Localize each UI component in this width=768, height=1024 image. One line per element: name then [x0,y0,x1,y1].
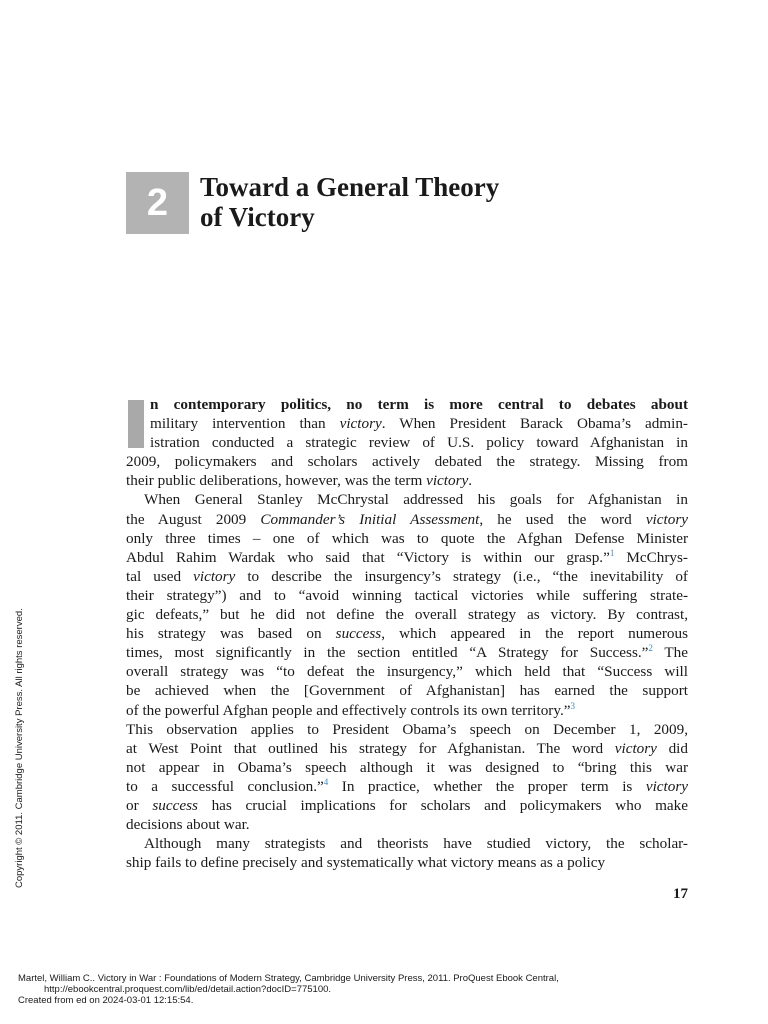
body-line [126,510,688,529]
body-line [126,452,688,471]
text-run: Abdul Rahim Wardak who said that “Victory is within our grasp.” [126,548,610,566]
body-line [126,739,688,758]
body-line [126,433,688,452]
text-run: decisions about war. [126,816,250,834]
body-line [126,605,688,624]
chapter-body-text [126,395,688,872]
chapter-number-box [126,172,189,234]
text-run: to a successful conclusion.” [126,777,324,795]
body-line [126,796,688,815]
body-line [126,471,688,490]
text-run: his strategy was based on [126,625,336,643]
text-run: did [656,739,688,757]
text-run: istration conducted a strategic review of U.S. policy toward Afghanistan in [150,434,688,452]
text-run: When General Stanley McChrystal addressed his goals for Afghanistan in [144,491,688,509]
body-line [126,624,688,643]
italic-term: victory [645,777,688,795]
body-line [126,586,688,605]
body-line [126,395,688,414]
text-run: McChrys- [614,548,688,566]
text-run: has crucial implications for scholars and policymakers who make [197,796,688,814]
text-run: military intervention than [150,415,340,433]
citation-line-1: Martel, William C.. Victory in War : Foundations of Modern Strategy, Cambridge University Press, 2011. ProQuest Ebook Central, [18,973,559,984]
text-run: gic defeats,” but he did not define the overall strategy as victory. By contrast, [126,606,688,624]
body-line [126,834,688,853]
chapter-title-line-2: of Victory [200,202,315,232]
lead-in-text: n contemporary politics, no term is more central to debates about [150,396,688,413]
italic-term: victory [614,739,657,757]
text-run: at West Point that outlined his strategy for Afghanistan. The word [126,739,615,757]
citation-link[interactable]: http://ebookcentral.proquest.com/lib/ed/detail.action?docID=775100. [44,984,332,995]
body-line [126,853,688,872]
footnote-marker[interactable]: 1 [609,547,615,558]
text-run: the August 2009 [126,510,261,528]
italic-term: success [152,796,198,814]
citation-created: Created from ed on 2024-03-01 12:15:54. [18,995,194,1006]
body-line [126,701,688,720]
body-line [126,777,688,796]
body-line [126,414,688,433]
body-line [126,548,688,567]
text-run: of the powerful Afghan people and effectively controls its own territory.” [126,701,571,719]
citation-footer [18,973,758,1006]
body-line [126,815,688,834]
text-run: . When President Barack Obama’s admin- [381,415,688,433]
chapter-number: 2 [146,182,169,224]
body-line [126,758,688,777]
text-run: tal used [126,567,194,585]
text-run: Although many strategists and theorists have studied victory, the scholar- [144,835,688,853]
text-run: times, most significantly in the section entitled “A Strategy for Success.” [126,644,649,662]
text-run: to describe the insurgency’s strategy (i.e., “the inevitability of [235,567,688,585]
italic-term: victory [645,510,688,528]
body-line [126,643,688,662]
body-line [126,529,688,548]
text-run: . [468,472,473,490]
italic-term: victory [193,567,236,585]
footnote-marker[interactable]: 3 [570,700,576,711]
text-run: ship fails to define precisely and systematically what victory means as a policy [126,854,606,872]
text-run: their public deliberations, however, was the term [126,472,427,490]
chapter-title-line-1: Toward a General Theory [200,172,500,202]
text-run: or [126,796,153,814]
text-run: , he used the word [479,510,646,528]
italic-term: victory [339,415,382,433]
italic-term: Commander’s Initial Assessment [260,510,480,528]
page-number: 17 [673,886,688,902]
body-line [126,662,688,681]
italic-term: success [335,625,382,643]
text-run: their strategy”) and to “avoid winning tactical victories while suffering strate- [126,586,688,604]
text-run: be achieved when the [Government of Afghanistan] has earned the support [126,682,688,700]
copyright-notice: Copyright © 2011. Cambridge University Press. All rights reserved. [14,608,25,888]
text-run: This observation applies to President Obama’s speech on December 1, 2009, [126,720,688,738]
body-line [126,720,688,739]
footnote-marker[interactable]: 2 [648,643,653,654]
text-run: In practice, whether the proper term is [328,777,646,795]
body-line [126,490,688,509]
footnote-marker[interactable]: 4 [323,776,329,787]
body-line [126,567,688,586]
body-line [126,681,688,700]
text-run: 2009, policymakers and scholars actively debated the strategy. Missing from [126,453,688,471]
text-run: The [652,644,688,662]
text-run: not appear in Obama’s speech although it was designed to “bring this war [126,758,688,776]
text-run: , which appeared in the report numerous [381,625,689,643]
text-run: only three times – one of which was to quote the Afghan Defense Minister [126,529,688,547]
italic-term: victory [426,472,469,490]
text-run: overall strategy was “to defeat the insurgency,” which held that “Success will [126,663,688,681]
chapter-title [200,172,620,232]
